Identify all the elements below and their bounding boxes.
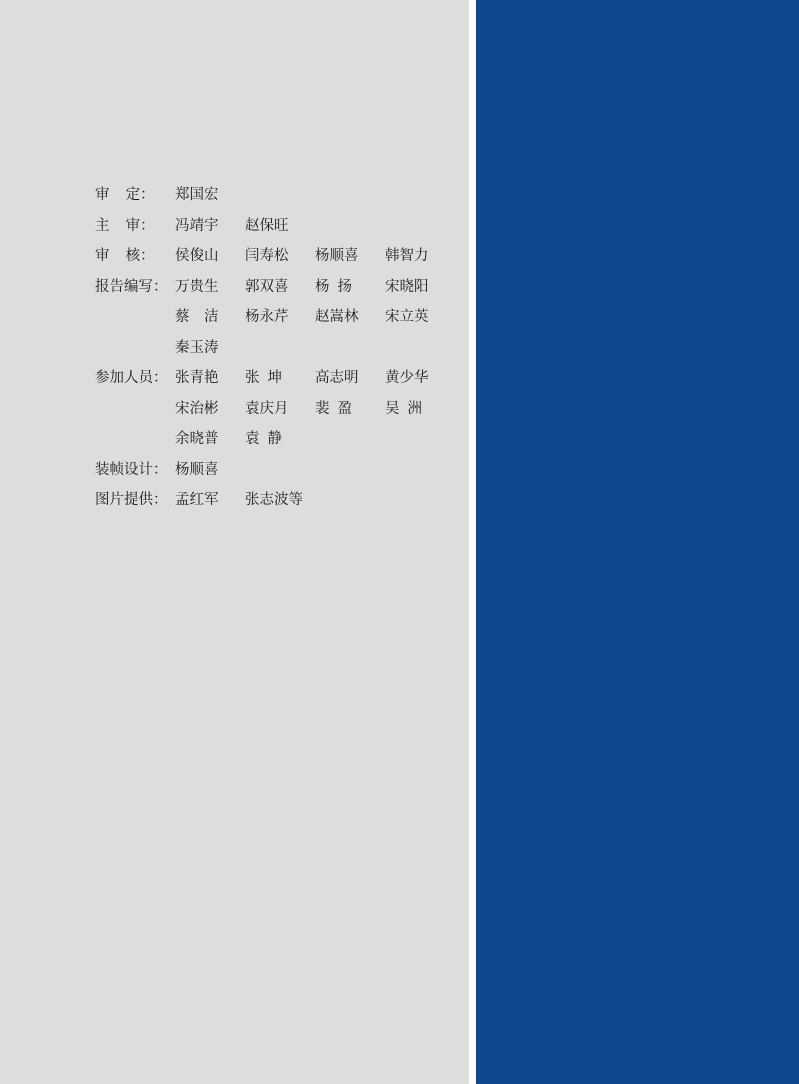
- credit-name: 赵保旺: [245, 217, 289, 234]
- credit-name: 袁庆月: [245, 400, 289, 417]
- credit-label: 主 审：: [95, 217, 155, 234]
- credit-name: 韩智力: [385, 248, 429, 264]
- credit-name: 闫寿松: [245, 248, 289, 264]
- credit-name: 杨顺喜: [315, 248, 359, 264]
- credit-names: [175, 183, 455, 204]
- credit-name: 杨 扬: [315, 278, 353, 295]
- credit-name: 裴 盈: [315, 400, 353, 417]
- right-color-band: [476, 0, 799, 1084]
- credit-row: [95, 275, 455, 297]
- credit-row: [95, 488, 455, 510]
- credit-label: 参加人员：: [95, 370, 168, 386]
- credit-names: [175, 244, 455, 265]
- credit-name: 杨永芹: [245, 309, 289, 325]
- credit-name: 高志明: [315, 370, 359, 386]
- credit-name: 郑国宏: [175, 187, 219, 203]
- credit-names: [175, 458, 455, 479]
- credit-names: [175, 488, 455, 509]
- credit-name: 张志波等: [245, 492, 303, 508]
- credit-name: 蔡 洁: [175, 309, 219, 325]
- credit-name: 袁 静: [245, 431, 283, 447]
- credit-row: [95, 427, 455, 449]
- credit-name: 宋治彬: [175, 400, 219, 417]
- credit-names: [175, 397, 455, 418]
- credit-row: [95, 336, 455, 358]
- credit-label: 报告编写：: [95, 278, 168, 295]
- credit-name: 侯俊山: [175, 248, 219, 264]
- credit-name: 黄少华: [385, 370, 429, 386]
- credit-names: [175, 214, 455, 235]
- credits-block: [95, 183, 455, 519]
- credit-name: 张青艳: [175, 370, 219, 386]
- credit-name: 秦玉涛: [175, 339, 219, 356]
- credit-names: [175, 275, 455, 296]
- credit-name: 杨顺喜: [175, 461, 219, 478]
- credit-row: [95, 366, 455, 388]
- credit-row: [95, 305, 455, 327]
- credit-name: 赵嵩林: [315, 309, 359, 325]
- panel-gutter: [469, 0, 476, 1084]
- credit-name: 冯靖宇: [175, 217, 219, 234]
- credit-name: 吴 洲: [385, 400, 423, 417]
- credit-name: 宋晓阳: [385, 278, 429, 295]
- credit-name: 万贵生: [175, 278, 219, 295]
- credit-row: [95, 397, 455, 419]
- credit-label: 图片提供：: [95, 492, 168, 508]
- credit-name: 张 坤: [245, 370, 283, 386]
- credit-label: 审 定：: [95, 187, 155, 203]
- credit-name: 余晓普: [175, 431, 219, 447]
- credit-name: 孟红军: [175, 492, 219, 508]
- credit-row: [95, 214, 455, 236]
- credit-row: [95, 183, 455, 205]
- credit-name: 宋立英: [385, 309, 429, 325]
- credit-names: [175, 427, 455, 448]
- credit-row: [95, 244, 455, 266]
- credit-names: [175, 336, 455, 357]
- credit-label: 审 核：: [95, 248, 155, 264]
- credit-names: [175, 366, 455, 387]
- credit-names: [175, 305, 455, 326]
- credit-label: 装帧设计：: [95, 461, 168, 478]
- credit-name: 郭双喜: [245, 278, 289, 295]
- credit-row: [95, 458, 455, 480]
